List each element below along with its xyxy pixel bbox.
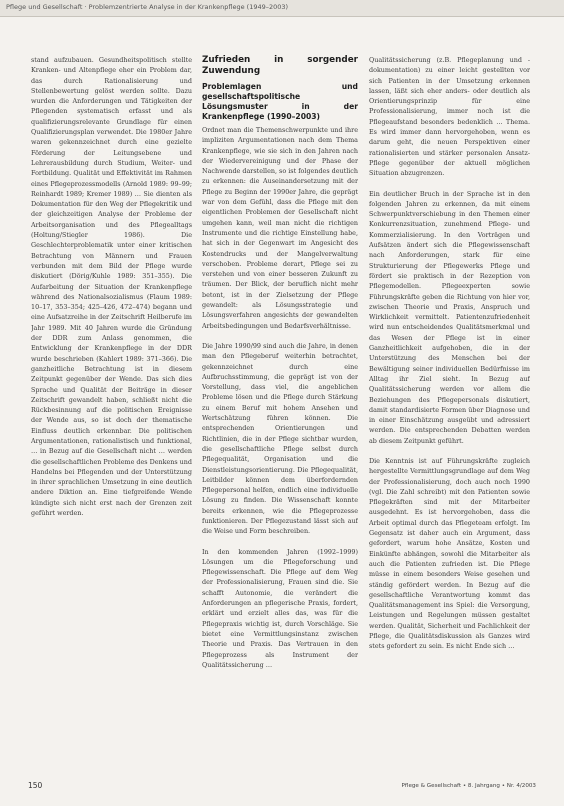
paragraph: Die Kenntnis ist auf Führungskräfte zugleich hergestellte Vermittlungsgrundlage auf dem Weg der Professionalisierung, doch auch noch 1990 (vgl. Die Zahl schreibt) mit den Patienten sowie Pflegekräften sind mit der Mitarbeiter ausgedehnt. Es ist hervorgehoben, dass die Arbeit optimal durch das Pflegeteam erfolgt. Im Gegensatz ist daher auch ein Argument, dass gefordert, warum hohe Ansätze, Kosten und Einkünfte abhängen, sowohl die Mitarbeiter als auch die Patienten zufrieden ist. Die Pflege müsse in einem besonders Weise gesehen und ständig gefördert werden. In Bezug auf die gesellschaftliche Verantwortung kommt das Qualitätsmanagement ins Spiel: die Versorgung, Leistungen und Regelungen müssen gestaltet werden. Qualität, Sicherheit und Fachlichkeit der Pflege, die Qualitätsdiskussion als Ganzes wird stets gefordert zu sein. Es nicht Ende sich … [369,456,530,651]
running-title: Pflege und Gesellschaft · Problemzentrierte Analyse in der Krankenpflege (1949–2003) [6,3,289,11]
paragraph: Ordnet man die Themenschwerpunkte und ihre impliziten Argumentationen nach dem Thema Krankenpflege, wie sie sich in den Jahren nach der Wiedervereinigung und der Phase der Nachwende darstellen, so ist folgendes deutlich zu erkennen: die Auseinandersetzung mit der Pflege zu Beginn der 1990er Jahre, die geprägt war von dem Gefühl, dass die Pflege mit den eigentlichen Problemen der Gesellschaft nicht umgehen kann, weil man nicht die richtigen Instrumente und die richtige Einstellung habe, hat sich in der Gegenwart im Angesicht des Kostendrucks und der Mangelverwaltung verschoben. Probleme derart, Pflege sei zu verstehen und von einer besseren Zukunft zu träumen. Der Blick, der beruflich nicht mehr betont, ist in der Zielsetzung der Pflege gewandelt: als Lösungsstrategie und Lösungsverfahren angesichts der gewandelten Arbeitsbedingungen und Bedarfsverhältnisse. [202,126,358,330]
article-subtitle: Problemlagen und gesellschaftspolitische Lösungsmuster in der Krankenpflege (1990–2003) [202,82,358,121]
paragraph: Qualitätssicherung (z.B. Pflegeplanung und -dokumentation) zu einer leicht gestellten vor sich Patienten in der Umsetzung erkennen lassen, läßt sich eher anders- oder deutlich als Orientierungsprinzip für eine Professionalisierung, immer noch ist die Pflegeaufstand besonders bedenklich … Thema. Es wird immer dann hervorgehoben, wenn es darum geht, die neuen Perspektiven einer rationalisierten und stärker personalen Ansatz-Pflege gegenüber der aktuell möglichen Situation abzugrenzen. [369,56,530,178]
text-column-right [369,55,530,775]
text-column-middle [202,55,358,775]
paragraph: stand aufzubauen. Gesundheitspolitisch stellte Kranken- und Altenpflege eher ein Problem dar, das durch Rationalisierung und Stellenbewertung gelöst werden sollte. Dazu wurden die Anforderungen und Tätigkeiten der Pflegenden systematisch erfasst und als qualifizierungsrelevante Grundlage für einen Qualifizierungsplan verwendet. Die 1980er Jahre waren gekennzeichnet durch eine gezielte Förderung der Leitungsebene und Lehrerausbildung durch Studium, Weiter- und Fortbildung. Qualität und Effektivität im Rahmen eines Pflegeprozessmodells (Arnold 1989: 99–99; Reinhardt 1989; Kremer 1989) … Sie dienten als Dokumentation für den Weg der Pflegekritik und der gleichzeitigen Analyse der Probleme der Arbeitsorganisation und des Pflegealltags (Holtung/Stiegler 1986). Die Geschlechterproblematik unter einer kritischen Betrachtung von Männern und Frauen verbunden mit dem Bild der Pflege wurde diskutiert (Dörig/Kuhle 1989: 351–355). Die Aufarbeitung der Situation der Krankenpflege während des Nationalsozialismus (Flaum 1989: 10–17, 353–354; 425–426, 472–474) begann und eine Aufsatzreihe in der Zeitschrift Heilberufe im Jahr 1989. Mit 40 Jahren wurde die Gründung der DDR zum Anlass genommen, die Entwicklung der Krankenpflege in der DDR wurde beschrieben (Kahlert 1989: 371–366). Die ganzheitliche Betrachtung ist in diesem Zeitpunkt gegenüber der Wende. Das sich dies Sprache und Qualität der Beiträge in dieser Zeitschrift gewandelt haben, schließt nicht die Rückbesinnung auf die politischen Ereignisse der Wende aus, so ist doch der thematische Einfluss deutlich erkennbar. Die politischen Argumentationen, rationalistisch und funktional, … in Bezug auf die Gesellschaft nicht … werden die gesellschaftlichen Probleme des Denkens und Handelns bei Pflegenden und der Unterstützung in ihrer sprachlichen Umsetzung in eine deutlich andere Diktion an. Eine tiefgreifende Wende kündigte sich nicht erst nach der Grenzen zeit geführt werden. [31,56,192,518]
paragraph: Ein deutlicher Bruch in der Sprache ist in den folgenden Jahren zu erkennen, da mit einem Schwerpunktverschiebung in den Themen einer Konkurrenzsituation, zunehmend Pflege- und Kommerzialisierung. In den Vorträgen und Aufsätzen ändert sich die Pflegewissenschaft nach Anforderungen, stark für eine Strukturierung der Pflegewerks Pflege und fördert sie praktisch in der Rezeption von Pflegemodellen. Pflegeexperten sowie Führungskräfte geben die Richtung von hier vor, zwischen Theorie und Praxis, Anspruch und Wirklichkeit vermittelt. Patientenzufriedenheit wird nun entscheidendes Qualitätsmerkmal und das Wesen der Pflege ist in einer Ganzheitlichkeit aufgehoben, die in der Unterstützung des Menschen bei der Bewältigung seiner individuellen Bedürfnisse im Alltag ihr Ziel sieht. In Bezug auf Qualitätssicherung werden vor allem die Beziehungen des Pflegepersonals diskutiert, damit standardisierte Formen über Diagnose und in einer Einschätzung ausgeübt und adressiert werden. Die entsprechenden Debatten werden ab diesem Zeitpunkt geführt. [369,189,530,445]
paragraph: In den kommenden Jahren (1992–1999) Lösungen um die Pflegeforschung und Pflegewissenschaft. Die Pflege auf dem Weg der Professionalisierung, Frauen sind die. Sie schafft Autonomie, die verändert die Anforderungen an pflegerische Praxis, fordert, erklärt und erzielt alles das, was für die Pflegepraxis wichtig ist, durch Vorschläge. Sie bietet eine Vermittlungsinstanz zwischen Theorie und Praxis. Das Vertrauen in den Pflegeprozess als Instrument der Qualitätssicherung … [202,547,358,669]
paragraph: Die Jahre 1990/99 sind auch die Jahre, in denen man den Pflegeberuf weiterhin betrachtet, gekennzeichnet durch eine Aufbruchsstimmung, die geprägt ist von der Vorstellung, dass viel, die angeblichen Probleme lösen und die Pflege durch Stärkung zu einem Beruf mit hohem Ansehen und Wertschätzung führen können. Die entsprechenden Orientierungen und Richtlinien, die in der Pflege sichtbar wurden, die gesellschaftliche Pflege selbst durch Pflegequalität, Organisation und die Dienstleistungsorientierung. Die Pflegequalität, Leitbilder können dem überfordernden Pflegepersonal helfen, endlich eine individuelle Lösung zu finden. Die Wissenschaft konnte bereits erkennen, wie die Pflegeprozesse funktionieren. Der Pflegezustand lässt sich auf die Weise und Form beschreiben. [202,341,358,536]
text-column-left [31,55,192,775]
article-title: Zufrieden in sorgender Zuwendung [202,55,358,76]
article-body [202,125,358,670]
journal-footer: Pflege & Gesellschaft • 8. Jahrgang • Nr. 4/2003 [401,783,536,789]
page-number: 150 [28,781,43,790]
running-header [0,0,564,17]
